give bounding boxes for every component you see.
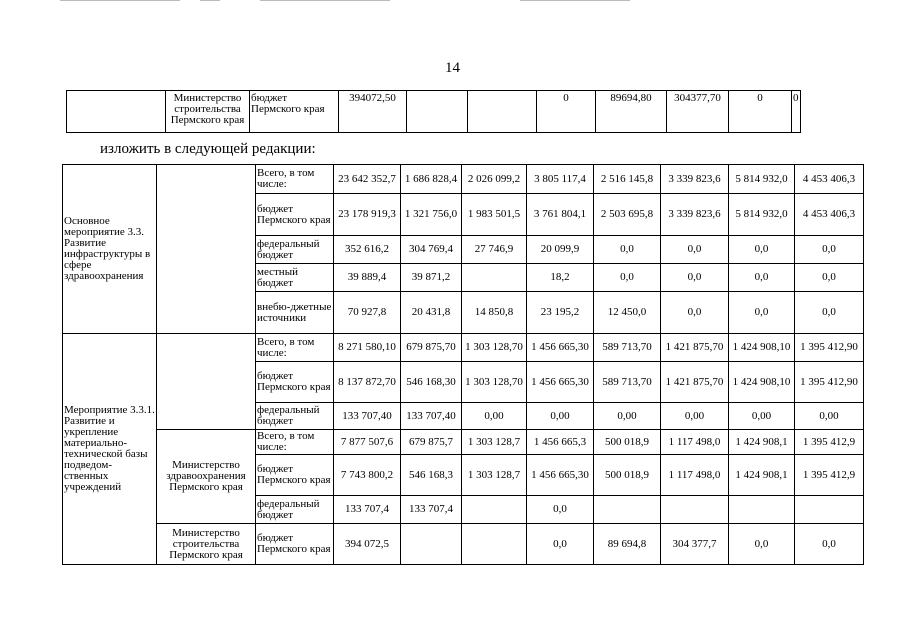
value-cell: 23 642 352,7 <box>334 165 401 194</box>
value-cell: 352 616,2 <box>334 236 401 264</box>
value-cell: 1 117 498,0 <box>661 430 729 455</box>
value-cell: 546 168,3 <box>401 455 462 496</box>
value-cell: 133 707,4 <box>334 496 401 524</box>
ministry-cell: Министерство строительства Пермского края <box>166 91 250 133</box>
ministry-cell: Министерство здравоохранения Пермского края <box>157 430 256 524</box>
section-heading: изложить в следующей редакции: <box>100 141 316 157</box>
value-cell: 8 137 872,70 <box>334 362 401 403</box>
scan-edge-line <box>200 0 220 1</box>
value-cell: 0 <box>792 91 801 133</box>
value-cell: 133 707,40 <box>401 403 462 430</box>
value-cell: 1 421 875,70 <box>661 362 729 403</box>
source-cell: бюджет Пермского края <box>256 524 334 565</box>
value-cell: 0,00 <box>729 403 795 430</box>
value-cell: 27 746,9 <box>462 236 527 264</box>
budget-table <box>62 164 864 565</box>
value-cell: 1 424 908,1 <box>729 430 795 455</box>
value-cell <box>407 91 468 133</box>
value-cell: 1 456 665,30 <box>527 362 594 403</box>
value-cell: 0,0 <box>661 292 729 334</box>
source-cell: местный бюджет <box>256 264 334 292</box>
ministry-cell: Министерство строительства Пермского края <box>157 524 256 565</box>
value-cell: 1 303 128,7 <box>462 455 527 496</box>
value-cell: 679 875,7 <box>401 430 462 455</box>
page-number: 14 <box>445 60 460 76</box>
value-cell: 7 743 800,2 <box>334 455 401 496</box>
value-cell: 0,0 <box>594 264 661 292</box>
value-cell: 3 339 823,6 <box>661 165 729 194</box>
empty-cell <box>67 91 166 133</box>
value-cell: 4 453 406,3 <box>795 165 864 194</box>
table-row <box>63 430 864 455</box>
value-cell: 500 018,9 <box>594 430 661 455</box>
empty-cell <box>157 165 256 334</box>
value-cell: 1 424 908,1 <box>729 455 795 496</box>
value-cell: 589 713,70 <box>594 362 661 403</box>
source-cell: бюджет Пермского края <box>250 91 339 133</box>
value-cell: 14 850,8 <box>462 292 527 334</box>
value-cell: 8 271 580,10 <box>334 334 401 362</box>
value-cell: 0,0 <box>795 236 864 264</box>
value-cell: 0,00 <box>527 403 594 430</box>
source-cell: Всего, в том числе: <box>256 165 334 194</box>
value-cell <box>462 524 527 565</box>
scan-edge-line <box>60 0 180 1</box>
value-cell: 20 431,8 <box>401 292 462 334</box>
value-cell: 1 321 756,0 <box>401 194 462 236</box>
source-cell: бюджет Пермского края <box>256 455 334 496</box>
source-cell: внебю-джетные источники <box>256 292 334 334</box>
value-cell: 133 707,4 <box>401 496 462 524</box>
scan-edge-line <box>520 0 630 1</box>
source-cell: федеральный бюджет <box>256 403 334 430</box>
value-cell: 0,0 <box>795 524 864 565</box>
source-cell: Всего, в том числе: <box>256 430 334 455</box>
value-cell <box>795 496 864 524</box>
value-cell: 20 099,9 <box>527 236 594 264</box>
value-cell: 1 983 501,5 <box>462 194 527 236</box>
value-cell: 0,00 <box>795 403 864 430</box>
value-cell <box>468 91 537 133</box>
value-cell: 1 456 665,3 <box>527 430 594 455</box>
value-cell: 0,0 <box>661 264 729 292</box>
value-cell: 0,00 <box>661 403 729 430</box>
value-cell <box>401 524 462 565</box>
value-cell: 12 450,0 <box>594 292 661 334</box>
value-cell: 0,0 <box>527 496 594 524</box>
value-cell: 1 686 828,4 <box>401 165 462 194</box>
value-cell: 0,0 <box>729 292 795 334</box>
value-cell: 0,0 <box>594 236 661 264</box>
source-cell: Всего, в том числе: <box>256 334 334 362</box>
value-cell: 1 303 128,70 <box>462 362 527 403</box>
value-cell: 1 395 412,90 <box>795 362 864 403</box>
value-cell: 589 713,70 <box>594 334 661 362</box>
value-cell: 89 694,8 <box>594 524 661 565</box>
old-row-table <box>66 90 801 133</box>
value-cell: 39 889,4 <box>334 264 401 292</box>
value-cell: 0,00 <box>594 403 661 430</box>
value-cell: 0 <box>729 91 792 133</box>
value-cell: 89694,80 <box>596 91 667 133</box>
source-cell: бюджет Пермского края <box>256 362 334 403</box>
value-cell <box>462 264 527 292</box>
value-cell: 7 877 507,6 <box>334 430 401 455</box>
value-cell: 1 395 412,9 <box>795 455 864 496</box>
value-cell: 0,0 <box>729 236 795 264</box>
value-cell <box>729 496 795 524</box>
value-cell: 500 018,9 <box>594 455 661 496</box>
scan-edge-line <box>260 0 390 1</box>
value-cell: 0,00 <box>462 403 527 430</box>
value-cell: 1 456 665,30 <box>527 334 594 362</box>
value-cell: 0,0 <box>729 264 795 292</box>
value-cell: 394 072,5 <box>334 524 401 565</box>
value-cell: 1 117 498,0 <box>661 455 729 496</box>
value-cell: 394072,50 <box>339 91 407 133</box>
value-cell: 0,0 <box>661 236 729 264</box>
value-cell <box>594 496 661 524</box>
table-row <box>63 165 864 194</box>
empty-cell <box>157 334 256 430</box>
value-cell: 304377,70 <box>667 91 729 133</box>
value-cell: 1 395 412,9 <box>795 430 864 455</box>
value-cell: 4 453 406,3 <box>795 194 864 236</box>
value-cell: 0,0 <box>795 292 864 334</box>
value-cell: 18,2 <box>527 264 594 292</box>
value-cell: 1 303 128,70 <box>462 334 527 362</box>
value-cell: 1 456 665,30 <box>527 455 594 496</box>
source-cell: бюджет Пермского края <box>256 194 334 236</box>
source-cell: федеральный бюджет <box>256 236 334 264</box>
table-row <box>63 334 864 362</box>
value-cell: 0 <box>537 91 596 133</box>
activity-label: Мероприятие 3.3.1. Развитие и укрепление материально-технической базы подведом-ственных учреждений <box>63 334 157 565</box>
value-cell: 3 761 804,1 <box>527 194 594 236</box>
value-cell: 5 814 932,0 <box>729 165 795 194</box>
value-cell: 2 026 099,2 <box>462 165 527 194</box>
activity-label: Основное мероприятие 3.3. Развитие инфраструктуры в сфере здравоохранения <box>63 165 157 334</box>
value-cell: 23 195,2 <box>527 292 594 334</box>
value-cell: 3 805 117,4 <box>527 165 594 194</box>
value-cell <box>661 496 729 524</box>
value-cell: 39 871,2 <box>401 264 462 292</box>
source-cell: федеральный бюджет <box>256 496 334 524</box>
value-cell: 2 516 145,8 <box>594 165 661 194</box>
value-cell: 1 395 412,90 <box>795 334 864 362</box>
value-cell: 2 503 695,8 <box>594 194 661 236</box>
value-cell: 5 814 932,0 <box>729 194 795 236</box>
value-cell: 70 927,8 <box>334 292 401 334</box>
value-cell: 1 424 908,10 <box>729 334 795 362</box>
value-cell: 0,0 <box>527 524 594 565</box>
old-table-row <box>67 91 801 133</box>
value-cell: 23 178 919,3 <box>334 194 401 236</box>
value-cell <box>462 496 527 524</box>
value-cell: 1 421 875,70 <box>661 334 729 362</box>
table-row <box>63 524 864 565</box>
value-cell: 3 339 823,6 <box>661 194 729 236</box>
value-cell: 679 875,70 <box>401 334 462 362</box>
value-cell: 304 769,4 <box>401 236 462 264</box>
value-cell: 1 303 128,7 <box>462 430 527 455</box>
value-cell: 133 707,40 <box>334 403 401 430</box>
value-cell: 304 377,7 <box>661 524 729 565</box>
value-cell: 546 168,30 <box>401 362 462 403</box>
value-cell: 0,0 <box>729 524 795 565</box>
value-cell: 0,0 <box>795 264 864 292</box>
value-cell: 1 424 908,10 <box>729 362 795 403</box>
